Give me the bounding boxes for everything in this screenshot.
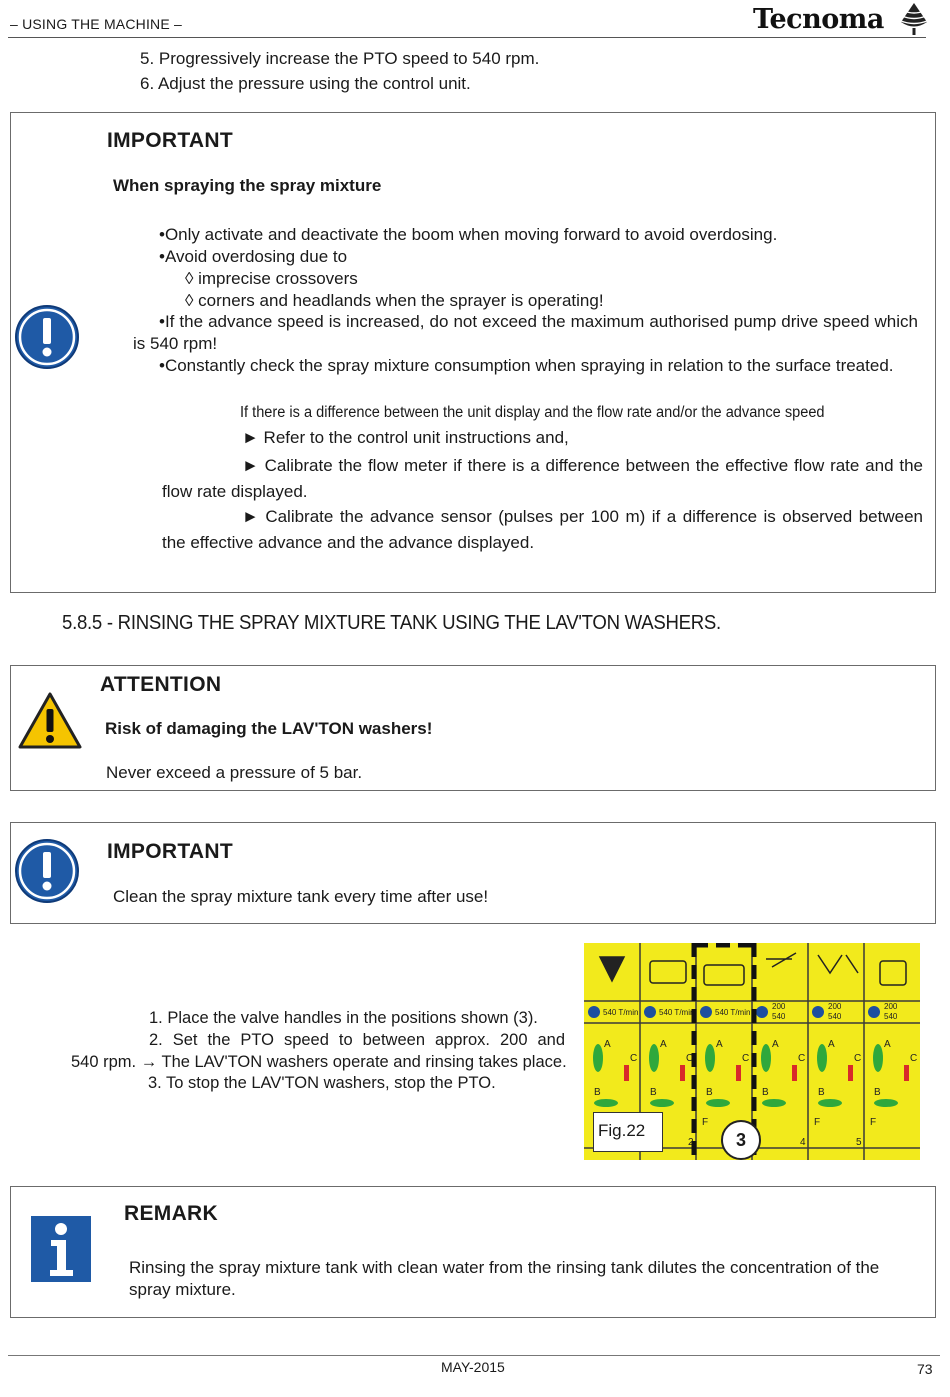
svg-text:540 T/min: 540 T/min — [603, 1008, 639, 1017]
attention-box — [10, 665, 936, 791]
figure-label: Fig.22 — [593, 1112, 663, 1152]
svg-text:F: F — [702, 1117, 709, 1128]
figure-callout-3: 3 — [721, 1120, 761, 1160]
attention-title: ATTENTION — [100, 673, 222, 696]
header-section-label: – USING THE MACHINE – — [10, 16, 182, 32]
svg-text:F: F — [814, 1117, 821, 1128]
arrow-advance-sensor: ► Calibrate the advance sensor (pulses per 100 m) if a difference is observed between the effective advance and the advance displayed. — [162, 507, 923, 552]
brand-logo: Tecnoma — [753, 4, 884, 35]
svg-text:B: B — [818, 1087, 825, 1098]
brand-leaf-icon — [898, 2, 930, 36]
arrow-flowmeter: ► Calibrate the flow meter if there is a difference between the effective flow rate and the flow rate displayed. — [162, 456, 923, 501]
svg-text:B: B — [650, 1087, 657, 1098]
svg-text:A: A — [604, 1039, 611, 1050]
svg-text:B: B — [706, 1087, 713, 1098]
arrow-refer: ► Refer to the control unit instructions and, — [242, 428, 569, 447]
important-subtitle: When spraying the spray mixture — [113, 176, 382, 195]
step-6: 6. Adjust the pressure using the control unit. — [140, 74, 471, 93]
remark-title: REMARK — [124, 1202, 218, 1225]
instruction-1: 1. Place the valve handles in the positions shown (3). — [149, 1009, 538, 1027]
svg-text:200: 200 — [772, 1002, 786, 1011]
svg-text:C: C — [798, 1053, 806, 1064]
svg-text:540: 540 — [884, 1012, 898, 1021]
remark-text: Rinsing the spray mixture tank with clean water from the rinsing tank dilutes the concentration of the spray mixture. — [129, 1258, 880, 1299]
instruction-2-cont: 540 rpm. → The LAV'TON washers operate and rinsing takes place. — [71, 1053, 567, 1071]
warning-triangle-icon — [17, 691, 83, 751]
footer-date: MAY-2015 — [441, 1359, 505, 1375]
sub-corners: ◊ corners and headlands when the sprayer is operating! — [185, 291, 604, 310]
page-number: 73 — [917, 1361, 933, 1377]
svg-text:A: A — [716, 1039, 723, 1050]
svg-text:C: C — [742, 1053, 750, 1064]
header-rule — [8, 37, 926, 38]
footer-rule — [8, 1355, 940, 1356]
svg-text:A: A — [828, 1039, 835, 1050]
svg-text:2: 2 — [688, 1137, 694, 1148]
svg-text:F: F — [870, 1117, 877, 1128]
svg-text:C: C — [630, 1053, 638, 1064]
remark-box — [10, 1186, 936, 1318]
step-5: 5. Progressively increase the PTO speed to 540 rpm. — [140, 49, 540, 68]
note-difference: If there is a difference between the unit display and the flow rate and/or the advance speed — [240, 404, 825, 421]
svg-text:200: 200 — [828, 1002, 842, 1011]
svg-text:A: A — [772, 1039, 779, 1050]
important-text-2: Clean the spray mixture tank every time after use! — [113, 887, 489, 906]
bullet-overdosing: •Avoid overdosing due to — [159, 247, 348, 266]
svg-text:4: 4 — [800, 1137, 806, 1148]
important-box-spraying — [10, 112, 936, 593]
svg-text:5: 5 — [856, 1137, 862, 1148]
sub-crossovers: ◊ imprecise crossovers — [185, 269, 358, 288]
svg-text:C: C — [910, 1053, 918, 1064]
svg-text:540 T/min: 540 T/min — [715, 1008, 751, 1017]
svg-text:B: B — [874, 1087, 881, 1098]
bullet-consumption: •Constantly check the spray mixture consumption when spraying in relation to the surface treated. — [159, 356, 894, 375]
svg-text:A: A — [660, 1039, 667, 1050]
bullet-advance-speed: •If the advance speed is increased, do not exceed the maximum authorised pump drive speed which is 540 rpm! — [133, 312, 918, 353]
svg-text:B: B — [762, 1087, 769, 1098]
svg-text:B: B — [594, 1087, 601, 1098]
svg-text:A: A — [884, 1039, 891, 1050]
svg-text:C: C — [854, 1053, 862, 1064]
important-title-2: IMPORTANT — [107, 840, 233, 863]
important-box-clean — [10, 822, 936, 924]
svg-text:C: C — [686, 1053, 694, 1064]
attention-text: Never exceed a pressure of 5 bar. — [106, 763, 363, 782]
bullet-boom: •Only activate and deactivate the boom when moving forward to avoid overdosing. — [159, 225, 778, 244]
info-icon — [31, 1216, 91, 1282]
important-icon — [14, 304, 80, 370]
svg-text:540: 540 — [828, 1012, 842, 1021]
important-icon — [14, 838, 80, 904]
instruction-2: 2. Set the PTO speed to between approx. 200 and — [149, 1031, 565, 1049]
section-heading: 5.8.5 - RINSING THE SPRAY MIXTURE TANK USING THE LAV'TON WASHERS. — [62, 612, 721, 634]
instruction-3: 3. To stop the LAV'TON washers, stop the PTO. — [148, 1074, 496, 1092]
svg-text:540 T/min: 540 T/min — [659, 1008, 695, 1017]
important-title: IMPORTANT — [107, 129, 233, 152]
svg-text:540: 540 — [772, 1012, 786, 1021]
svg-text:200: 200 — [884, 1002, 898, 1011]
attention-subtitle: Risk of damaging the LAV'TON washers! — [105, 719, 433, 738]
